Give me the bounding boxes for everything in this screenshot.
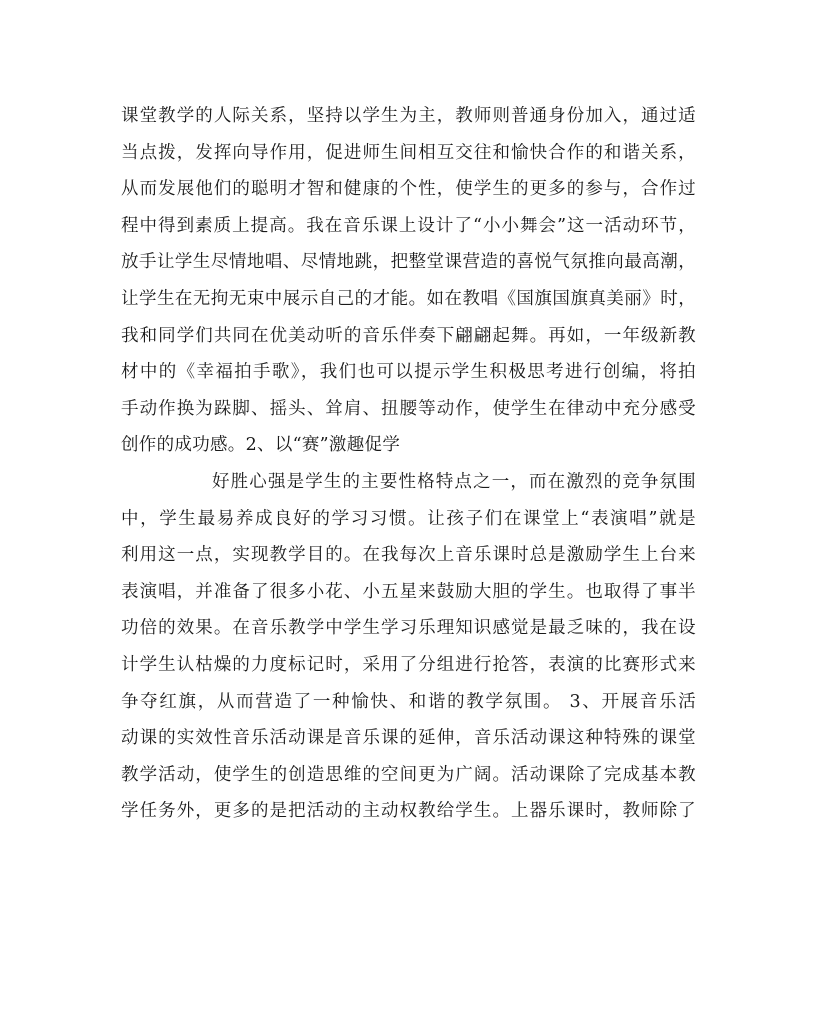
- text-line: 创作的成功感。2、以“赛”激趣促学: [121, 435, 401, 456]
- paragraph-first-line: 好胜心强是学生的主要性格特点之一，而在激烈的竞争氛围: [212, 471, 696, 492]
- text-line: 程中得到素质上提高。我在音乐课上设计了“小小舞会”这一活动环节，: [121, 215, 696, 236]
- text-line: 让学生在无拘无束中展示自己的才能。如在教唱《国旗国旗真美丽》时，: [121, 288, 696, 309]
- text-line: 中，学生最易养成良好的学习习惯。让孩子们在课堂上“表演唱”就是: [121, 508, 696, 529]
- text-line: 利用这一点，实现教学目的。在我每次上音乐课时总是激励学生上台来: [121, 545, 696, 566]
- text-line: 表演唱，并准备了很多小花、小五星来鼓励大胆的学生。也取得了事半: [121, 581, 696, 602]
- body-text: [121, 98, 696, 830]
- text-line: 功倍的效果。在音乐教学中学生学习乐理知识感觉是最乏味的，我在设: [121, 618, 696, 639]
- text-line: 争夺红旗，从而营造了一种愉快、和谐的教学氛围。 3、开展音乐活: [121, 691, 696, 712]
- text-line: 当点拨，发挥向导作用，促进师生间相互交往和愉快合作的和谐关系，: [121, 142, 696, 163]
- text-line: 从而发展他们的聪明才智和健康的个性，使学生的更多的参与，合作过: [121, 179, 696, 200]
- text-line: 课堂教学的人际关系，坚持以学生为主，教师则普通身份加入，通过适: [121, 106, 696, 126]
- text-line: 放手让学生尽情地唱、尽情地跳，把整堂课营造的喜悦气氛推向最高潮，: [121, 252, 696, 273]
- text-line: 材中的《幸福拍手歌》，我们也可以提示学生积极思考进行创编，将拍: [121, 362, 696, 383]
- text-line: 教学活动，使学生的创造思维的空间更为广阔。活动课除了完成基本教: [121, 764, 696, 785]
- text-line: 学任务外，更多的是把活动的主动权教给学生。上器乐课时，教师除了: [121, 801, 696, 822]
- text-line: 动课的实效性音乐活动课是音乐课的延伸，音乐活动课这种特殊的课堂: [121, 728, 696, 749]
- text-line: 计学生认枯燥的力度标记时，采用了分组进行抢答，表演的比赛形式来: [121, 654, 696, 675]
- text-line: 我和同学们共同在优美动听的音乐伴奏下翩翩起舞。再如，一年级新教: [121, 325, 696, 346]
- text-line: 手动作换为跺脚、摇头、耸肩、扭腰等动作，使学生在律动中充分感受: [121, 398, 696, 419]
